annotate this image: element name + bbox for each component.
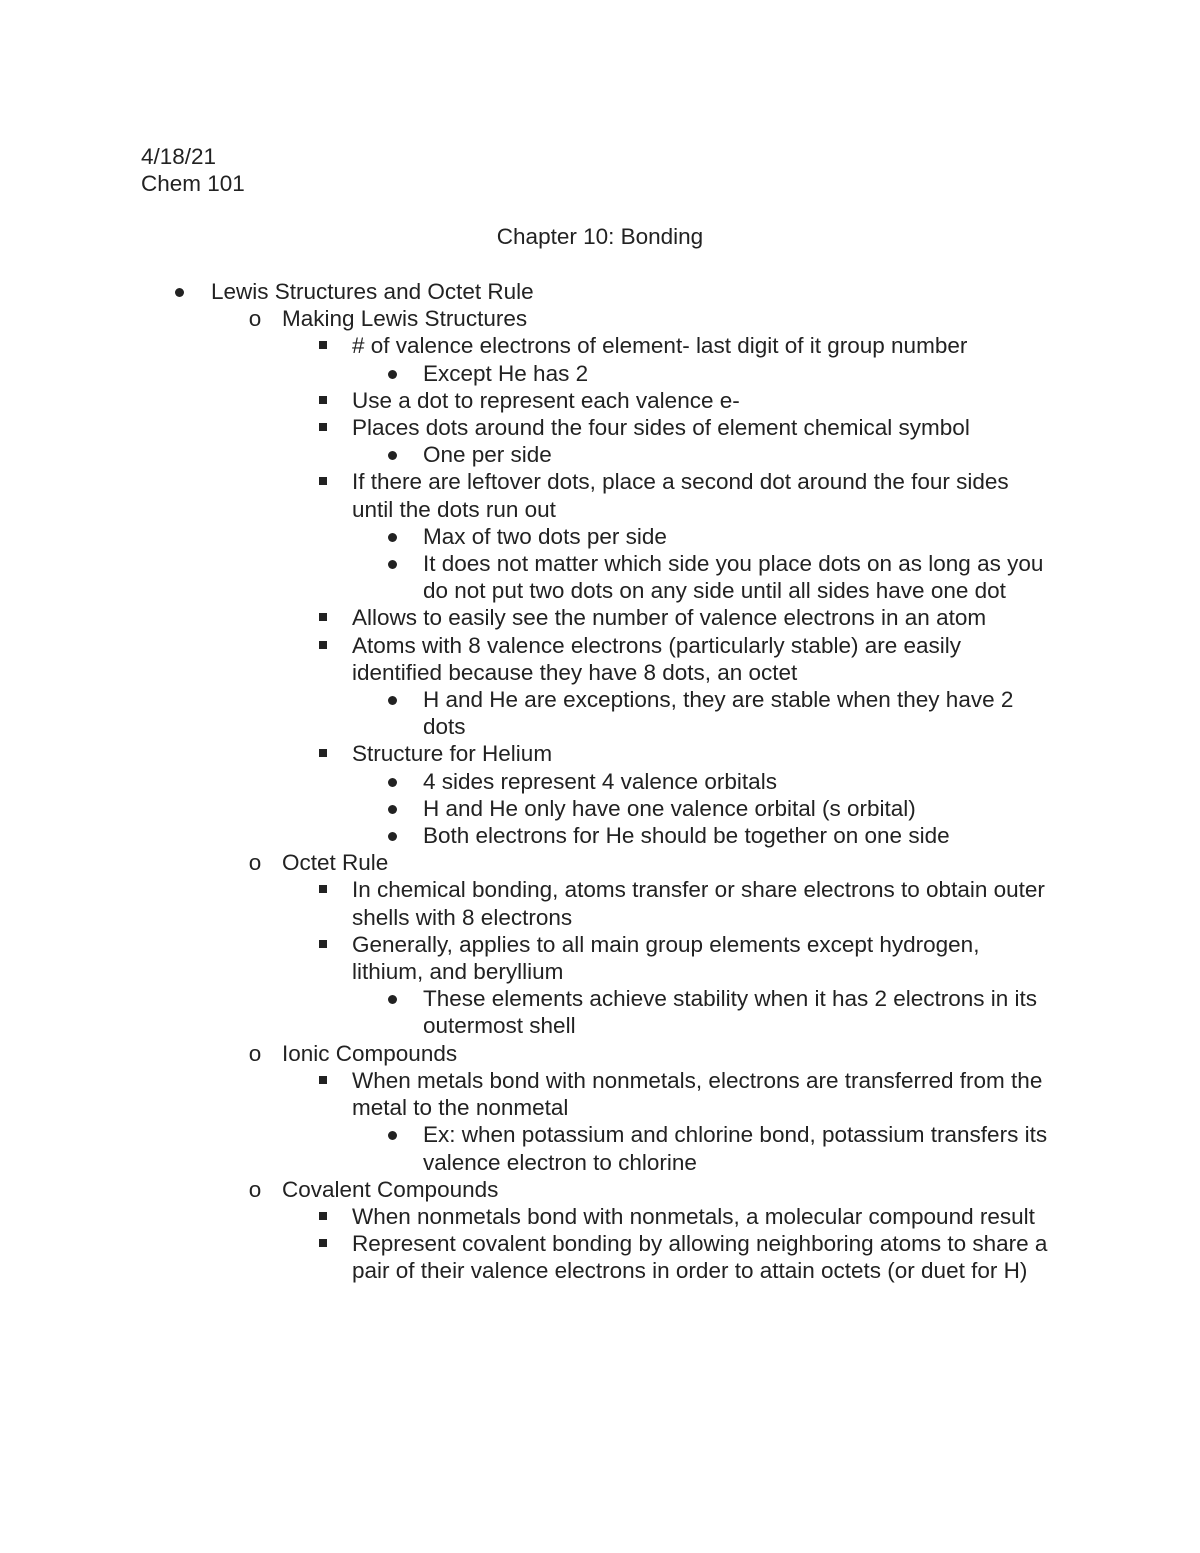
list-item-text: Use a dot to represent each valence e- (352, 387, 740, 413)
list-item-text: It does not matter which side you place dots on as long as you do not put two dots on any side until all sides have one dot (423, 551, 1044, 604)
list-item-text: When nonmetals bond with nonmetals, a molecular compound result (352, 1203, 1035, 1229)
bullet-icon (388, 451, 397, 460)
list-item (141, 931, 1051, 985)
list-item-text: Allows to easily see the number of valence electrons in an atom (352, 605, 987, 631)
list-item (141, 1040, 1051, 1067)
list-item (141, 414, 1051, 441)
course-name: Chem 101 (141, 171, 245, 196)
list-item-text: Octet Rule (282, 850, 389, 876)
square-bullet-icon (319, 1076, 327, 1084)
list-item (141, 550, 1051, 604)
list-item-text: Both electrons for He should be together on one side (423, 823, 950, 849)
list-item-text: Max of two dots per side (423, 523, 667, 549)
square-bullet-icon (319, 885, 327, 893)
list-item-text: Ex: when potassium and chlorine bond, potassium transfers its valence electron to chlorine (423, 1122, 1048, 1175)
bullet-icon (388, 832, 397, 841)
list-item-text: Making Lewis Structures (282, 306, 528, 332)
hollow-circle-icon: o (248, 1176, 262, 1202)
square-bullet-icon (319, 1239, 327, 1247)
bullet-icon (388, 370, 397, 379)
list-item (141, 441, 1051, 468)
bullet-icon (388, 560, 397, 569)
list-item-text: When metals bond with nonmetals, electrons are transferred from the metal to the nonmetal (352, 1067, 1043, 1121)
square-bullet-icon (319, 641, 327, 649)
square-bullet-icon (319, 940, 327, 948)
list-item (141, 849, 1051, 876)
square-bullet-icon (319, 341, 327, 349)
bullet-icon (388, 533, 397, 542)
square-bullet-icon (319, 423, 327, 431)
list-item (141, 360, 1051, 387)
list-item-text: If there are leftover dots, place a second dot around the four sides until the dots run out (352, 469, 1009, 522)
list-item (141, 985, 1051, 1039)
list-item-text: These elements achieve stability when it has 2 electrons in its outermost shell (423, 986, 1038, 1039)
list-item (141, 795, 1051, 822)
square-bullet-icon (319, 396, 327, 404)
list-item-text: Structure for Helium (352, 741, 553, 767)
page-title: Chapter 10: Bonding (496, 224, 704, 249)
list-item-text: H and He only have one valence orbital (s orbital) (423, 795, 916, 821)
list-item-text: In chemical bonding, atoms transfer or share electrons to obtain outer shells with 8 electrons (352, 877, 1045, 930)
list-item (141, 1121, 1051, 1175)
list-item-text: 4 sides represent 4 valence orbitals (423, 768, 777, 794)
square-bullet-icon (319, 477, 327, 485)
bullet-icon (388, 805, 397, 814)
list-item-text: Covalent Compounds (282, 1176, 499, 1202)
list-item-text: # of valence electrons of element- last digit of it group number (352, 333, 968, 359)
date: 4/18/21 (141, 144, 217, 169)
list-item (141, 278, 1051, 305)
list-item-text: Except He has 2 (423, 360, 589, 386)
square-bullet-icon (319, 1212, 327, 1220)
square-bullet-icon (319, 613, 327, 621)
outline (141, 278, 1051, 1285)
list-item (141, 686, 1051, 740)
list-item (141, 740, 1051, 767)
hollow-circle-icon: o (248, 306, 262, 332)
list-item-text: One per side (423, 442, 552, 468)
bullet-icon (388, 778, 397, 787)
list-item (141, 876, 1051, 930)
list-item (141, 768, 1051, 795)
outline-list (141, 278, 1051, 1285)
bullet-icon (175, 288, 184, 297)
list-item-text: Ionic Compounds (282, 1040, 458, 1066)
bullet-icon (388, 995, 397, 1004)
bullet-icon (388, 1131, 397, 1140)
list-item (141, 822, 1051, 849)
square-bullet-icon (319, 749, 327, 757)
list-item (141, 1203, 1051, 1230)
list-item (141, 305, 1051, 332)
list-item (141, 468, 1051, 522)
list-item (141, 632, 1051, 686)
list-item (141, 1067, 1051, 1121)
list-item (141, 332, 1051, 359)
list-item-text: Places dots around the four sides of element chemical symbol (352, 415, 970, 441)
list-item (141, 604, 1051, 631)
bullet-icon (388, 696, 397, 705)
list-item (141, 1176, 1051, 1203)
list-item-text: Represent covalent bonding by allowing neighboring atoms to share a pair of their valence electrons in order to attain octets (or duet for H) (352, 1231, 1048, 1284)
hollow-circle-icon: o (248, 850, 262, 876)
list-item (141, 387, 1051, 414)
list-item-text: H and He are exceptions, they are stable when they have 2 dots (423, 687, 1014, 740)
list-item-text: Generally, applies to all main group elements except hydrogen, lithium, and beryllium (352, 931, 980, 985)
hollow-circle-icon: o (248, 1040, 262, 1066)
list-item (141, 523, 1051, 550)
list-item-text: Atoms with 8 valence electrons (particularly stable) are easily identified because they have 8 dots, an octet (352, 632, 962, 685)
list-item-text: Lewis Structures and Octet Rule (211, 279, 534, 304)
list-item (141, 1230, 1051, 1284)
